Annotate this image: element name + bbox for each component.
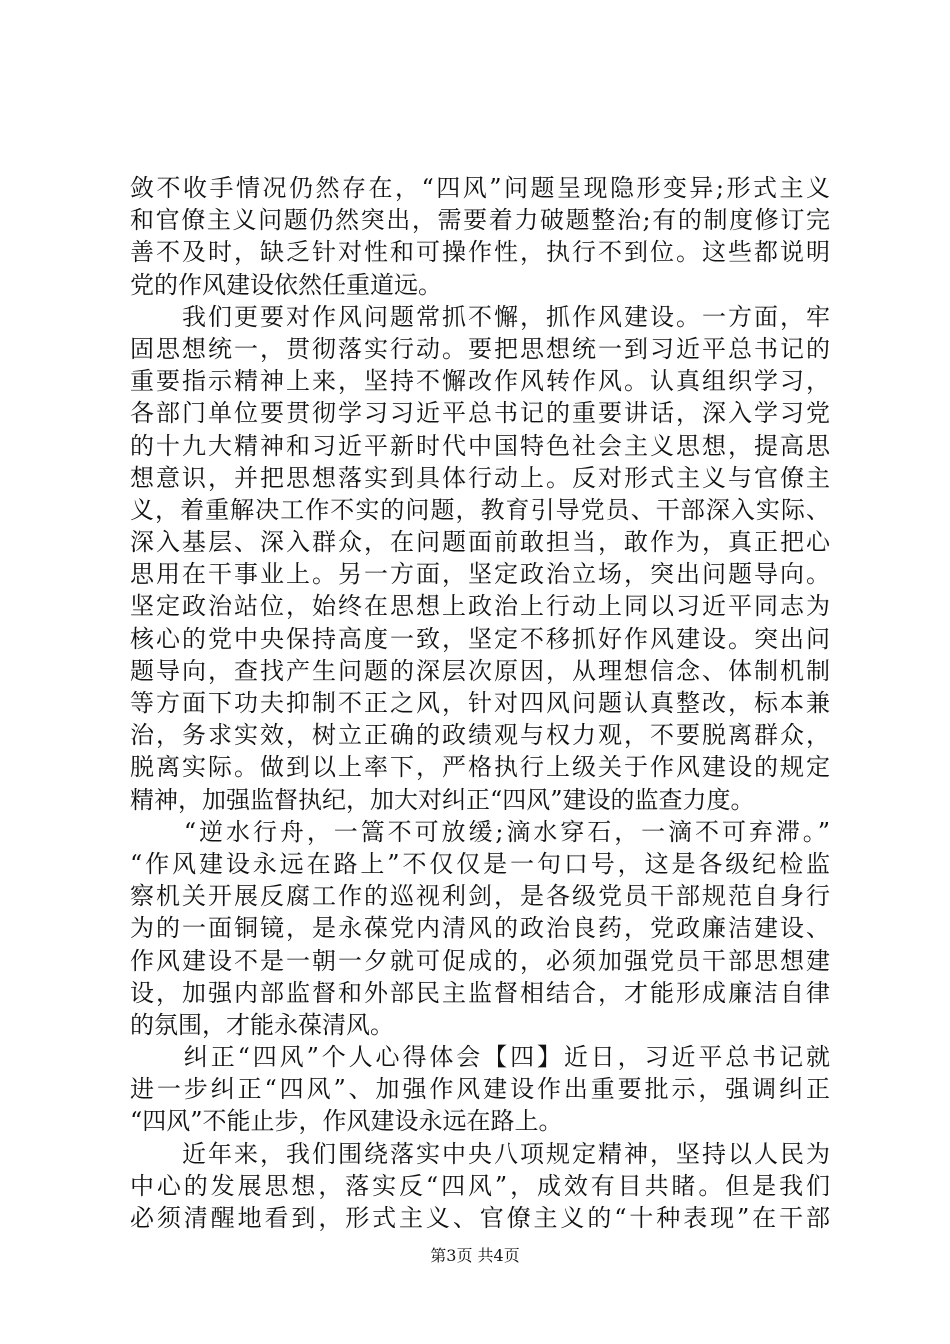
text-line: 精神，加强监督执纪，加大对纠正“四风”建设的监查力度。 <box>130 785 755 814</box>
text-line: 想意识，并把思想落实到具体行动上。反对形式主义与官僚主 <box>130 463 830 492</box>
text-line: 为的一面铜镜，是永葆党内清风的政治良药，党政廉洁建设、 <box>130 914 830 943</box>
text-line: “逆水行舟，一篙不可放缓;滴水穿石，一滴不可弃滞。” <box>130 817 830 846</box>
text-line: 深入基层、深入群众，在问题面前敢担当，敢作为，真正把心 <box>130 528 830 557</box>
text-line: 的氛围，才能永葆清风。 <box>130 1010 394 1039</box>
text-line: 坚定政治站位，始终在思想上政治上行动上同以习近平同志为 <box>130 592 830 621</box>
text-line: 和官僚主义问题仍然突出，需要着力破题整治;有的制度修订完 <box>130 206 830 235</box>
text-line: 等方面下功夫抑制不正之风，针对四风问题认真整改，标本兼 <box>130 689 830 717</box>
text-line: 重要指示精神上来，坚持不懈改作风转作风。认真组织学习， <box>130 367 830 396</box>
text-line: 的十九大精神和习近平新时代中国特色社会主义思想，提高思 <box>130 431 830 460</box>
text-line: 进一步纠正“四风”、加强作风建设作出重要批示，强调纠正 <box>130 1075 830 1104</box>
text-line: 敛不收手情况仍然存在，“四风”问题呈现隐形变异;形式主义 <box>130 174 830 202</box>
text-line: 题导向，查找产生问题的深层次原因，从理想信念、体制机制 <box>130 656 830 685</box>
text-line: 作风建设不是一朝一夕就可促成的，必须加强党员干部思想建 <box>130 946 830 975</box>
page-footer: 第3页 共4页 <box>430 1246 520 1265</box>
text-line: “作风建设永远在路上”不仅仅是一句口号，这是各级纪检监 <box>130 849 830 878</box>
text-line: 我们更要对作风问题常抓不懈，抓作风建设。一方面，牢 <box>130 302 830 331</box>
text-line: 中心的发展思想，落实反“四风”，成效有目共睹。但是我们 <box>130 1171 830 1200</box>
text-line: 设，加强内部监督和外部民主监督相结合，才能形成廉洁自律 <box>130 978 830 1007</box>
text-line: 思用在干事业上。另一方面，坚定政治立场，突出问题导向。 <box>130 560 830 589</box>
text-line: 善不及时，缺乏针对性和可操作性，执行不到位。这些都说明 <box>130 238 830 267</box>
text-line: 各部门单位要贯彻学习习近平总书记的重要讲话，深入学习党 <box>130 399 830 428</box>
text-line: 治，务求实效，树立正确的政绩观与权力观，不要脱离群众， <box>130 721 830 750</box>
text-line: 义，着重解决工作不实的问题，教育引导党员、干部深入实际、 <box>130 495 830 524</box>
text-line: 脱离实际。做到以上率下，严格执行上级关于作风建设的规定 <box>130 753 830 782</box>
text-line: 核心的党中央保持高度一致，坚定不移抓好作风建设。突出问 <box>130 624 830 653</box>
text-line: 近年来，我们围绕落实中央八项规定精神，坚持以人民为 <box>130 1139 830 1168</box>
text-line: “四风”不能止步，作风建设永远在路上。 <box>130 1107 563 1136</box>
text-line: 必须清醒地看到，形式主义、官僚主义的“十种表现”在干部 <box>130 1204 830 1232</box>
text-line: 察机关开展反腐工作的巡视利剑，是各级党员干部规范自身行 <box>130 882 830 911</box>
text-line: 党的作风建设依然任重道远。 <box>130 270 442 299</box>
text-line: 固思想统一，贯彻落实行动。要把思想统一到习近平总书记的 <box>130 334 830 363</box>
text-line: 纠正“四风”个人心得体会【四】近日，习近平总书记就 <box>130 1043 830 1072</box>
document-body <box>130 172 830 1234</box>
